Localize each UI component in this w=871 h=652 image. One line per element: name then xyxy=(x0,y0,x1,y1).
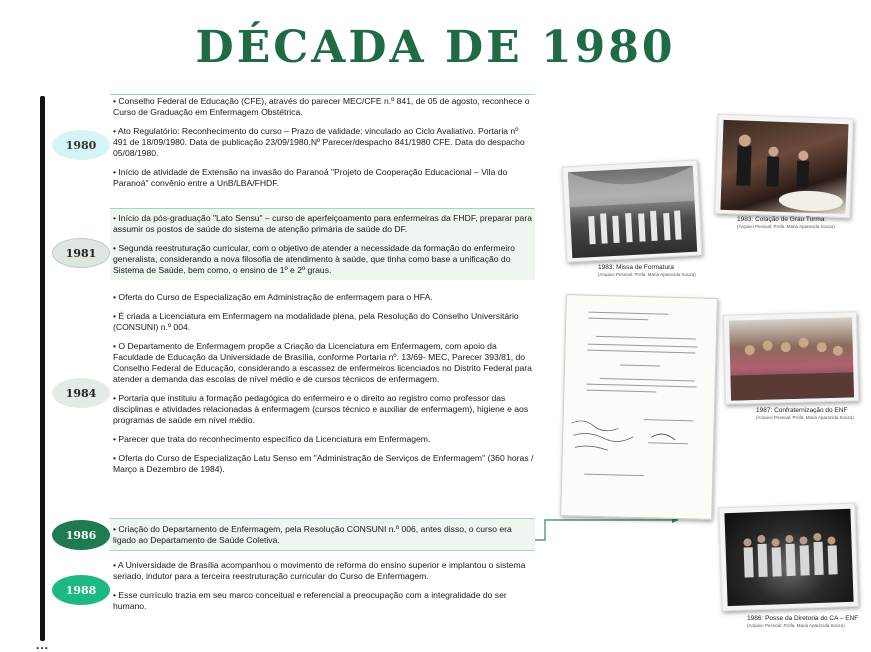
year-badge-1988: 1988 xyxy=(52,575,110,605)
timeline-item: • Esse currículo trazia em seu marco conceitual e referencial a preocupação com a integralidade do ser humano. xyxy=(113,590,507,611)
timeline-item: • A Universidade de Brasília acompanhou o movimento de reforma do ensino superior e implantou o sistema seriado, indutor para a terceira reestruturação curricular do Curso de Enfermagem. xyxy=(113,560,526,581)
year-badge-1986: 1986 xyxy=(52,520,110,550)
photo-confraternizacao xyxy=(723,311,859,404)
photo-image xyxy=(720,120,848,214)
timeline-item: • Ato Regulatório: Reconhecimento do curso – Prazo de validade: vinculado ao Ciclo Avaliativo. Portaria nº 491 de 18/09/1980. Data de publicação 23/09/1980.Nº Parecer/despacho 841/1980 CFE. Data do despacho 05/08/1980. xyxy=(113,126,525,158)
timeline-item: • Parecer que trata do reconhecimento específico da Licenciatura em Enfermagem. xyxy=(113,434,431,444)
caption-credit: (Arquivo Pessoal: Profa. Maria Aparecida Souza) xyxy=(598,272,696,277)
timeline-continuation-dots: ... xyxy=(36,638,50,652)
photo-caption-missa xyxy=(598,264,718,278)
timeline-item: • Conselho Federal de Educação (CFE), através do parecer MEC/CFE n.º 841, de 05 de agosto, reconhece o Curso de Graduação em Enfermagem Obstétrica. xyxy=(113,96,530,117)
timeline-item: • É criada a Licenciatura em Enfermagem na modalidade plena, pela Resolução do Conselho Universitário (CONSUNI) n.º 004. xyxy=(113,311,519,332)
caption-credit: (Arquivo Pessoal: Profa. Maria Aparecida Souza) xyxy=(747,623,845,628)
photo-posse-diretoria xyxy=(718,503,859,612)
photo-caption-colacao xyxy=(737,216,857,230)
photo-colacao-grau xyxy=(714,114,853,219)
photo-image xyxy=(568,166,697,258)
caption-text: 1983: Missa de Formatura xyxy=(598,264,674,271)
photo-missa-formatura xyxy=(562,160,703,263)
caption-credit: (Arquivo Pessoal: Profa. Maria Aparecida Souza) xyxy=(737,224,835,229)
timeline-item: • Início da pós-graduação "Lato Sensu" – curso de aperfeiçoamento para enfermeiras da FHDF, preparar para assumir os postos de saúde do sistema de atenção primária de saúde do DF. xyxy=(113,213,532,234)
caption-text: 1983: Colação de Grau Turma xyxy=(737,216,825,223)
timeline-item: • Oferta do Curso de Especialização em Administração de enfermagem para o HFA. xyxy=(113,292,433,302)
scanned-document xyxy=(560,294,718,520)
timeline-item: • Segunda reestruturação curricular, com o objetivo de atender a necessidade da formação do enfermeiro generalista, considerando a nova filosofia de atendimento à saúde, que tinha como base a unificação do Sistema de Saúde, bem como, o ensino de 1º e 2º graus. xyxy=(113,243,515,275)
timeline-item: • Início de atividade de Extensão na invasão do Paranoá "Projeto de Cooperação Educacional – Vila do Paranoá" convênio entre a UnB/LBA/FHDF. xyxy=(113,167,508,188)
year-badge-1980: 1980 xyxy=(52,130,110,160)
timeline-item: • Oferta do Curso de Especialização Latu Senso em "Administração de Serviços de Enfermagem" (360 horas / Março a Dezembro de 1984). xyxy=(113,453,534,474)
year-badge-1984: 1984 xyxy=(52,378,110,408)
caption-credit: (Arquivo Pessoal: Profa. Maria Aparecida Souza) xyxy=(756,415,854,420)
caption-text: 1987: Confraternização do ENF xyxy=(756,407,848,414)
photo-caption-confraternizacao xyxy=(756,407,866,421)
timeline-item: • Criação do Departamento de Enfermagem, pela Resolução CONSUNI n.º 006, antes disso, o curso era ligado ao Departamento de Saúde Coletiva. xyxy=(113,524,512,545)
photo-image xyxy=(724,509,853,606)
photo-image xyxy=(729,317,854,400)
year-badge-1981: 1981 xyxy=(52,238,110,268)
photo-caption-posse xyxy=(747,615,867,629)
caption-text: 1986: Posse da Diretoria do CA – ENF xyxy=(747,615,859,622)
timeline-item: • O Departamento de Enfermagem propõe a Criação da Licenciatura em Enfermagem, com apoio da Faculdade de Educação da Universidade de Brasília, conforme Portaria nº. 13/69- MEC, Parecer 393/81, do Conselho Federal de Educação, considerando a escassez de enfermeiros licenciados no Distrito Federal para atender a demanda das escolas de nível médio e de cursos técnicos de enfermagem. xyxy=(113,341,532,384)
timeline-item: • Portaria que instituiu a formação pedagógica do enfermeiro e o direito ao registro como professor das disciplinas e atividades relacionadas à enfermagem (cursos técnico e auxiliar de enfermagem), higiene e aos programas de saúde em nível médio. xyxy=(113,393,529,425)
page-title: DÉCADA DE 1980 xyxy=(195,22,676,73)
